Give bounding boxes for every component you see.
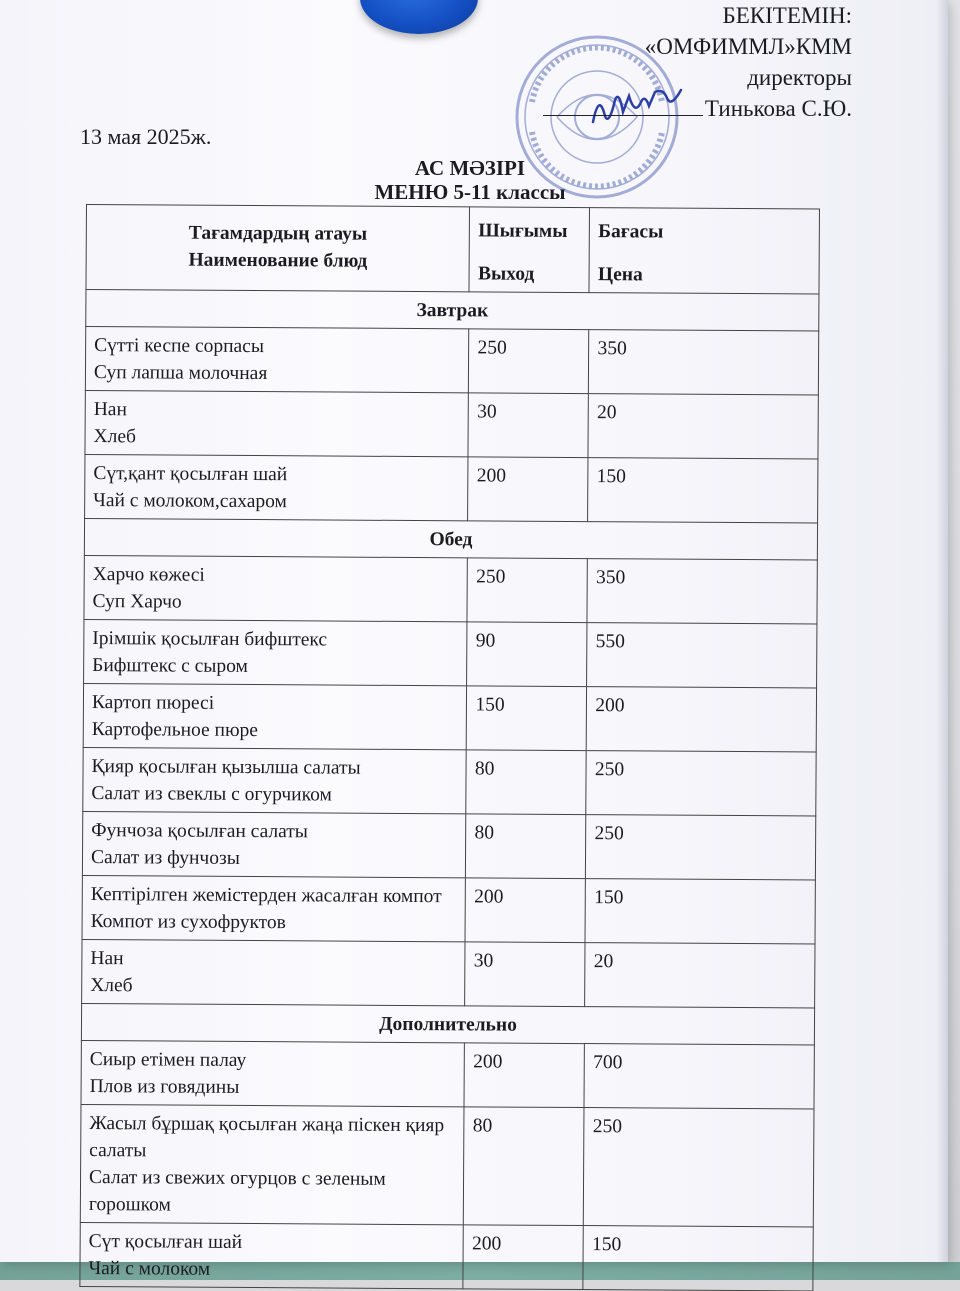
dish-price: 250 (586, 751, 816, 816)
dish-name-ru: Чай с молоком (88, 1258, 211, 1280)
dish-price: 250 (584, 1108, 814, 1227)
header-name (86, 205, 470, 292)
dish-price: 250 (586, 815, 816, 880)
dish-name-kz: Жасыл бұршақ қосылған жаңа піскен қияр салаты (89, 1113, 445, 1162)
dish-yield: 90 (467, 622, 587, 687)
table-row (83, 683, 816, 751)
header-yield-ru: Выход (477, 263, 535, 285)
menu-titles (300, 156, 640, 204)
dish-name-ru: Салат из свеклы с огурчиком (91, 783, 332, 806)
table-row (85, 454, 818, 522)
dish-name-kz: Сүтті кеспе сорпасы (94, 335, 265, 358)
menu-body (80, 290, 819, 1291)
dish-yield: 30 (465, 942, 585, 1007)
dish-name-kz: Кептірілген жемістерден жасалған компот (90, 884, 442, 908)
section-title: Дополнительно (81, 1003, 814, 1044)
dish-name-cell (84, 619, 468, 685)
table-row (84, 555, 817, 623)
dish-yield: 150 (467, 686, 587, 751)
dish-name-ru: Бифштекс с сыром (92, 655, 248, 677)
dish-name-ru: Плов из говядины (89, 1076, 240, 1098)
dish-yield: 250 (469, 329, 589, 394)
dish-price: 350 (587, 559, 817, 624)
dish-name-cell (85, 454, 469, 520)
section-title: Завтрак (86, 290, 819, 331)
dish-name-cell (82, 811, 466, 877)
dish-name-cell (83, 683, 467, 749)
approval-line-3: директоры (747, 65, 852, 90)
header-name-kz: Тағамдардың атауы (188, 222, 368, 245)
dish-yield: 30 (468, 393, 588, 458)
table-header-row (86, 205, 820, 294)
dish-name-ru: Хлеб (93, 426, 137, 448)
dish-name-kz: Фунчоза қосылған салаты (91, 820, 309, 843)
menu-table (79, 204, 820, 1291)
dish-name-cell (85, 390, 469, 456)
title-kz: АС МӘЗІРІ (414, 156, 526, 180)
dish-name-kz: Сиыр етімен палау (89, 1049, 247, 1071)
table-row (82, 939, 815, 1007)
menu-date: 13 мая 2025ж. (80, 124, 212, 149)
header-yield-kz: Шығымы (478, 220, 568, 242)
dish-price: 350 (589, 330, 819, 395)
dish-price: 150 (583, 1226, 813, 1291)
dish-name-kz: Сүт қосылған шай (88, 1231, 243, 1253)
dish-name-ru: Салат из фунчозы (90, 847, 240, 869)
approval-block (543, 0, 852, 124)
dish-name-cell (82, 939, 466, 1005)
section-row (86, 290, 819, 331)
dish-name-ru: Компот из сухофруктов (90, 911, 287, 934)
dish-yield: 80 (466, 814, 586, 879)
dish-price: 550 (587, 623, 817, 688)
section-title: Обед (84, 518, 817, 559)
dish-yield: 200 (465, 878, 585, 943)
table-row (85, 327, 818, 395)
header-price (589, 208, 819, 294)
dish-name-kz: Қияр қосылған қызылша салаты (91, 756, 361, 779)
header-price-kz: Бағасы (598, 221, 664, 243)
dish-name-cell (83, 747, 467, 813)
header-price-ru: Цена (597, 264, 643, 286)
dish-name-ru: Хлеб (90, 975, 133, 997)
dish-name-cell (84, 555, 468, 621)
header-yield (469, 207, 589, 293)
dish-name-kz: Нан (93, 399, 127, 421)
table-row (81, 1040, 814, 1108)
header-name-ru: Наименование блюд (188, 249, 368, 272)
dish-name-kz: Сүт,қант қосылған шай (93, 463, 288, 486)
table-row (80, 1104, 814, 1226)
dish-yield: 200 (468, 457, 588, 522)
dish-name-cell (82, 875, 466, 941)
dish-price: 200 (587, 687, 817, 752)
approval-line-2: «ОМФИММЛ»КММ (644, 34, 852, 59)
magnet-icon (360, 0, 478, 34)
table-row (80, 1222, 813, 1290)
table-row (82, 875, 815, 943)
section-row (81, 1003, 814, 1044)
dish-name-kz: Картоп пюресі (91, 692, 215, 714)
dish-price: 20 (588, 394, 818, 459)
dish-name-cell (80, 1104, 464, 1224)
table-row (85, 390, 818, 458)
dish-yield: 80 (466, 750, 586, 815)
table-row (84, 619, 817, 687)
dish-price: 700 (584, 1044, 814, 1109)
dish-name-ru: Суп Харчо (92, 591, 182, 613)
dish-name-ru: Салат из свежих огурцов с зеленым горошком (88, 1167, 386, 1216)
dish-yield: 200 (464, 1043, 584, 1108)
dish-name-ru: Картофельное пюре (91, 719, 259, 742)
table-row (83, 747, 816, 815)
approval-line-1: БЕКІТЕМІН: (722, 3, 852, 28)
dish-name-kz: Ірімшік қосылған бифштекс (92, 628, 328, 651)
title-ru: МЕНЮ 5-11 классы (374, 180, 566, 204)
signature-line (543, 115, 703, 116)
table-row (82, 811, 815, 879)
dish-yield: 200 (463, 1225, 583, 1290)
director-name: Тинькова С.Ю. (704, 96, 852, 121)
dish-name-ru: Чай с молоком,сахаром (93, 490, 287, 513)
section-row (84, 518, 817, 559)
approval-line-4 (543, 93, 852, 124)
dish-name-kz: Нан (90, 948, 124, 970)
dish-name-cell (85, 327, 469, 393)
dish-name-kz: Харчо көжесі (92, 564, 205, 586)
dish-name-ru: Суп лапша молочная (93, 362, 268, 385)
dish-price: 20 (585, 943, 815, 1008)
dish-name-cell (81, 1040, 465, 1106)
dish-yield: 250 (467, 558, 587, 623)
dish-price: 150 (585, 879, 815, 944)
dish-yield: 80 (464, 1107, 585, 1226)
dish-price: 150 (588, 458, 818, 523)
dish-name-cell (80, 1222, 464, 1288)
